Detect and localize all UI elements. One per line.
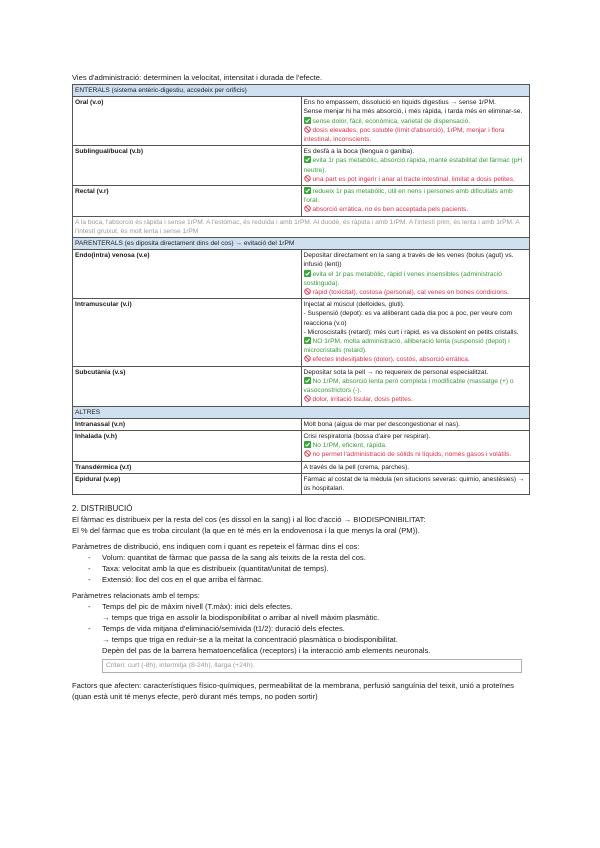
list-item: - Volum: quantitat de fàrmac que passa de la sang als teixits de la resta del cos.	[88, 552, 534, 563]
table-row	[73, 473, 530, 494]
advantage-line	[304, 117, 528, 126]
route-description	[301, 250, 530, 299]
route-description	[301, 366, 530, 406]
check-mark-icon	[304, 270, 311, 277]
table-row	[73, 430, 530, 461]
prohibited-icon	[304, 450, 311, 457]
section-header-enterals: ENTERALS (sistema entèric-digestiu, accedeix per orificis)	[73, 85, 530, 97]
list-item: - Taxa: velocitat amb la que es distribueix (quantitat/unitat de temps).	[88, 563, 534, 574]
check-mark-icon	[304, 337, 311, 344]
section-header-row	[73, 238, 530, 250]
page	[72, 72, 534, 702]
description-line	[304, 463, 528, 472]
distribution-paragraph-2: El % del fàrmac que es troba circulant (la que en té més en la endovenosa i la que menys la oral (PM)).	[72, 526, 420, 536]
line-text: Sense menjar hi ha més absorció, i més ràpida, i tarda més en eliminar-se.	[303, 108, 523, 116]
route-label: Inhalada (v.h)	[73, 430, 302, 461]
route-label: Intranassal (v.n)	[73, 418, 302, 430]
table-body	[73, 85, 530, 495]
line-text: Fàrmac al costat de la mèdula (en situcions severas: quimio, anestèsies) → ús hospitalari.	[303, 475, 525, 492]
params-list	[72, 552, 534, 585]
line-text: efectes indesitjables (dolor), costós, absorció errática.	[312, 356, 470, 364]
prohibited-icon	[304, 355, 311, 362]
route-description	[301, 97, 530, 146]
line-text: Crisi respiratoria (bossa d'aire per respirar).	[303, 432, 431, 440]
list-item	[88, 601, 534, 623]
line-text: Molt bona (aigua de mar per descongestionar el nas).	[303, 420, 461, 428]
route-description	[301, 430, 530, 461]
table-row	[73, 299, 530, 366]
route-label: Intramuscular (v.i)	[73, 299, 302, 366]
section-header-row	[73, 85, 530, 97]
disadvantage-line	[304, 288, 528, 297]
line-text: Depositar sota la pell → no requereix de personal especialitzat.	[303, 368, 489, 376]
list-item-sub: → temps que triga en reduir-se a la meitat la concentració plasmàtica o biodisponibilitat.	[102, 635, 398, 645]
prohibited-icon	[304, 395, 311, 402]
route-description	[301, 146, 530, 186]
table-row	[73, 146, 530, 186]
list-item: - Extensió: lloc del cos en el que arriba el fàrmac.	[88, 574, 534, 585]
disadvantage-line	[304, 175, 528, 184]
description-line	[304, 328, 528, 337]
advantage-line	[304, 187, 528, 205]
disadvantage-line	[304, 126, 528, 144]
route-description	[301, 299, 530, 366]
time-params-intro: Paràmetres relacionats amb el temps:	[72, 591, 200, 601]
intro-text: Vies d'administració: determinen la velocitat, intensitat i durada de l'efecte.	[72, 73, 323, 82]
prohibited-icon	[304, 126, 311, 133]
line-text: ràpid (toxicitat), costosa (personal), cal venes en bones condicions.	[312, 289, 509, 297]
line-text: NO 1rPM, molta administració, alliberació lenta (suspensió (depot) i microcristalls (retard).	[303, 338, 510, 355]
line-text: A través de la pell (crema, parches).	[303, 463, 410, 471]
line-text: Es desfà a la boca (llengua o ganiba).	[303, 148, 415, 156]
check-mark-icon	[304, 377, 311, 384]
line-text: redueix 1r pas metabòlic, útil en nens i persones amb dificultats amb l'oral.	[303, 188, 513, 205]
route-description	[301, 461, 530, 473]
administration-routes-table	[72, 84, 530, 495]
prohibited-icon	[304, 175, 311, 182]
check-mark-icon	[304, 187, 311, 194]
absorption-note: A la boca, l'absorció és ràpida i sense 1rPM. A l'estómac, és reduïda i amb 1rPM. Al duodè, és ràpida i amb 1rPM. A l'intestí prim, és lenta i amb 1rPM. A l'intestí gruixut, és molt lenta i sense 1rPM	[73, 216, 530, 237]
table-row	[73, 186, 530, 217]
route-label: Endo(intra) venosa (v.e)	[73, 250, 302, 299]
description-line	[304, 251, 528, 269]
description-line	[304, 300, 528, 309]
line-text: - Suspensió (depot): es va alliberant cada dia poc a poc, per veure com reacciona (v.o)	[303, 310, 513, 327]
route-description	[301, 418, 530, 430]
list-item-sub: → temps que triga en assolir la biodisponibilitat o arribar al nivell màxim plasmàtic.	[102, 613, 380, 623]
note-row	[73, 216, 530, 237]
section-heading-distribucio: 2. DISTRIBUCIÓ	[72, 504, 133, 514]
disadvantage-line	[304, 395, 528, 404]
list-item	[88, 623, 534, 675]
line-text: evita el 1r pas metabòlic, ràpid i venes insensibles (administració sostinguda).	[303, 270, 502, 287]
prohibited-icon	[304, 205, 311, 212]
description-line	[304, 368, 528, 377]
description-line	[304, 432, 528, 441]
distribution-paragraph-1: El fàrmac es distribueix per la resta del cos (es dissol en la sang) i al lloc d'acció → BIODISPONIBILITAT:	[72, 515, 426, 525]
line-text: no permet l'administració de sòlids ni líquids, només gasos i volàtils.	[312, 451, 512, 459]
time-params-list	[72, 601, 534, 675]
line-text: dosis elevades, poc soluble (límit d'absorció), 1rPM, menjar i flora intestinal, inconscients.	[303, 126, 505, 144]
line-text: Ens ho empassem, dissolució en líquids digestius → sense 1rPM.	[303, 99, 496, 107]
advantage-line	[304, 441, 528, 450]
list-item-main: - Temps del pic de màxim nivell (T.màx): inici dels efectes.	[102, 602, 293, 612]
description-line	[304, 309, 528, 327]
disadvantage-line	[304, 450, 528, 459]
line-text: Depositar directament en la sang a través de les venes (bolus (agut) vs. infusió (lent))	[303, 252, 514, 269]
factors-paragraph: Factors que afecten: característiques físico-químiques, permeabilitat de la membrana, perfusió sanguínia del teixit, unió a proteïnes (quan està unit té menys efecte, però durant més temps, no poden sortir)	[72, 681, 514, 702]
description-line	[304, 147, 528, 156]
criteri-box: Criteri: curt (-8h), intermitja (8-24h), llarga (+24h).	[102, 659, 522, 673]
line-text: una part es pot ingerir i anar al tracte intestinal, limitat a dosis petites.	[312, 175, 515, 183]
advantage-line	[304, 377, 528, 395]
description-line	[304, 475, 528, 493]
line-text: evita 1r pas metabòlic, absorció ràpida, manté estabilitat del fàrmac (pH neutre).	[303, 157, 523, 174]
line-text: No 1rPM, eficient, ràpida.	[312, 442, 387, 450]
line-text: absorció errática, no és ben acceptada pels pacients.	[312, 206, 469, 214]
line-text: - Microscistalls (retard): més curt i ràpid, es va dissolent en petits cristalls.	[303, 328, 519, 336]
advantage-line	[304, 337, 528, 355]
description-line	[304, 107, 528, 116]
section-header-altres: ALTRES	[73, 406, 530, 418]
section-header-parenterals: PARENTERALS (es diposita directament dins del cos) → evitació del 1rPM	[73, 238, 530, 250]
route-label: Subcutània (v.s)	[73, 366, 302, 406]
line-text: dolor, irritació tisular, dosis petites.	[312, 396, 413, 404]
prohibited-icon	[304, 288, 311, 295]
table-row	[73, 366, 530, 406]
table-row	[73, 97, 530, 146]
route-label: Epidural (v.ep)	[73, 473, 302, 494]
list-item-main: - Temps de vida mitjana d'eliminació/semivida (t1/2): duració dels efectes.	[102, 624, 345, 634]
route-label: Oral (v.o)	[73, 97, 302, 146]
line-text: Injectat al múscul (deltoides, gluti).	[303, 301, 405, 309]
line-text: sense dolor, fàcil, econòmica, varietat de dispensació.	[312, 117, 471, 125]
route-label: Rectal (v.r)	[73, 186, 302, 217]
table-row	[73, 418, 530, 430]
table-row	[73, 250, 530, 299]
advantage-line	[304, 270, 528, 288]
disadvantage-line	[304, 355, 528, 364]
line-text: No 1rPM, absorció lenta però completa i modificable (massatge (+) o vasoconstrictors (-).	[303, 377, 514, 395]
check-mark-icon	[304, 117, 311, 124]
route-label: Transdérmica (v.t)	[73, 461, 302, 473]
route-description	[301, 473, 530, 494]
route-label: Sublingual/bucal (v.b)	[73, 146, 302, 186]
description-line	[304, 98, 528, 107]
check-mark-icon	[304, 441, 311, 448]
disadvantage-line	[304, 205, 528, 214]
list-item-sub: Depèn del pas de la barrera hematoencefàlica (receptors) i la interacció amb elements neuronals.	[102, 646, 431, 656]
route-description	[301, 186, 530, 217]
check-mark-icon	[304, 156, 311, 163]
section-header-row	[73, 406, 530, 418]
description-line	[304, 420, 528, 429]
advantage-line	[304, 156, 528, 174]
table-row	[73, 461, 530, 473]
params-intro: Paràmetres de distribució, ens indiquen com i quant es repeteix el fàrmac dins el cos:	[72, 542, 360, 552]
